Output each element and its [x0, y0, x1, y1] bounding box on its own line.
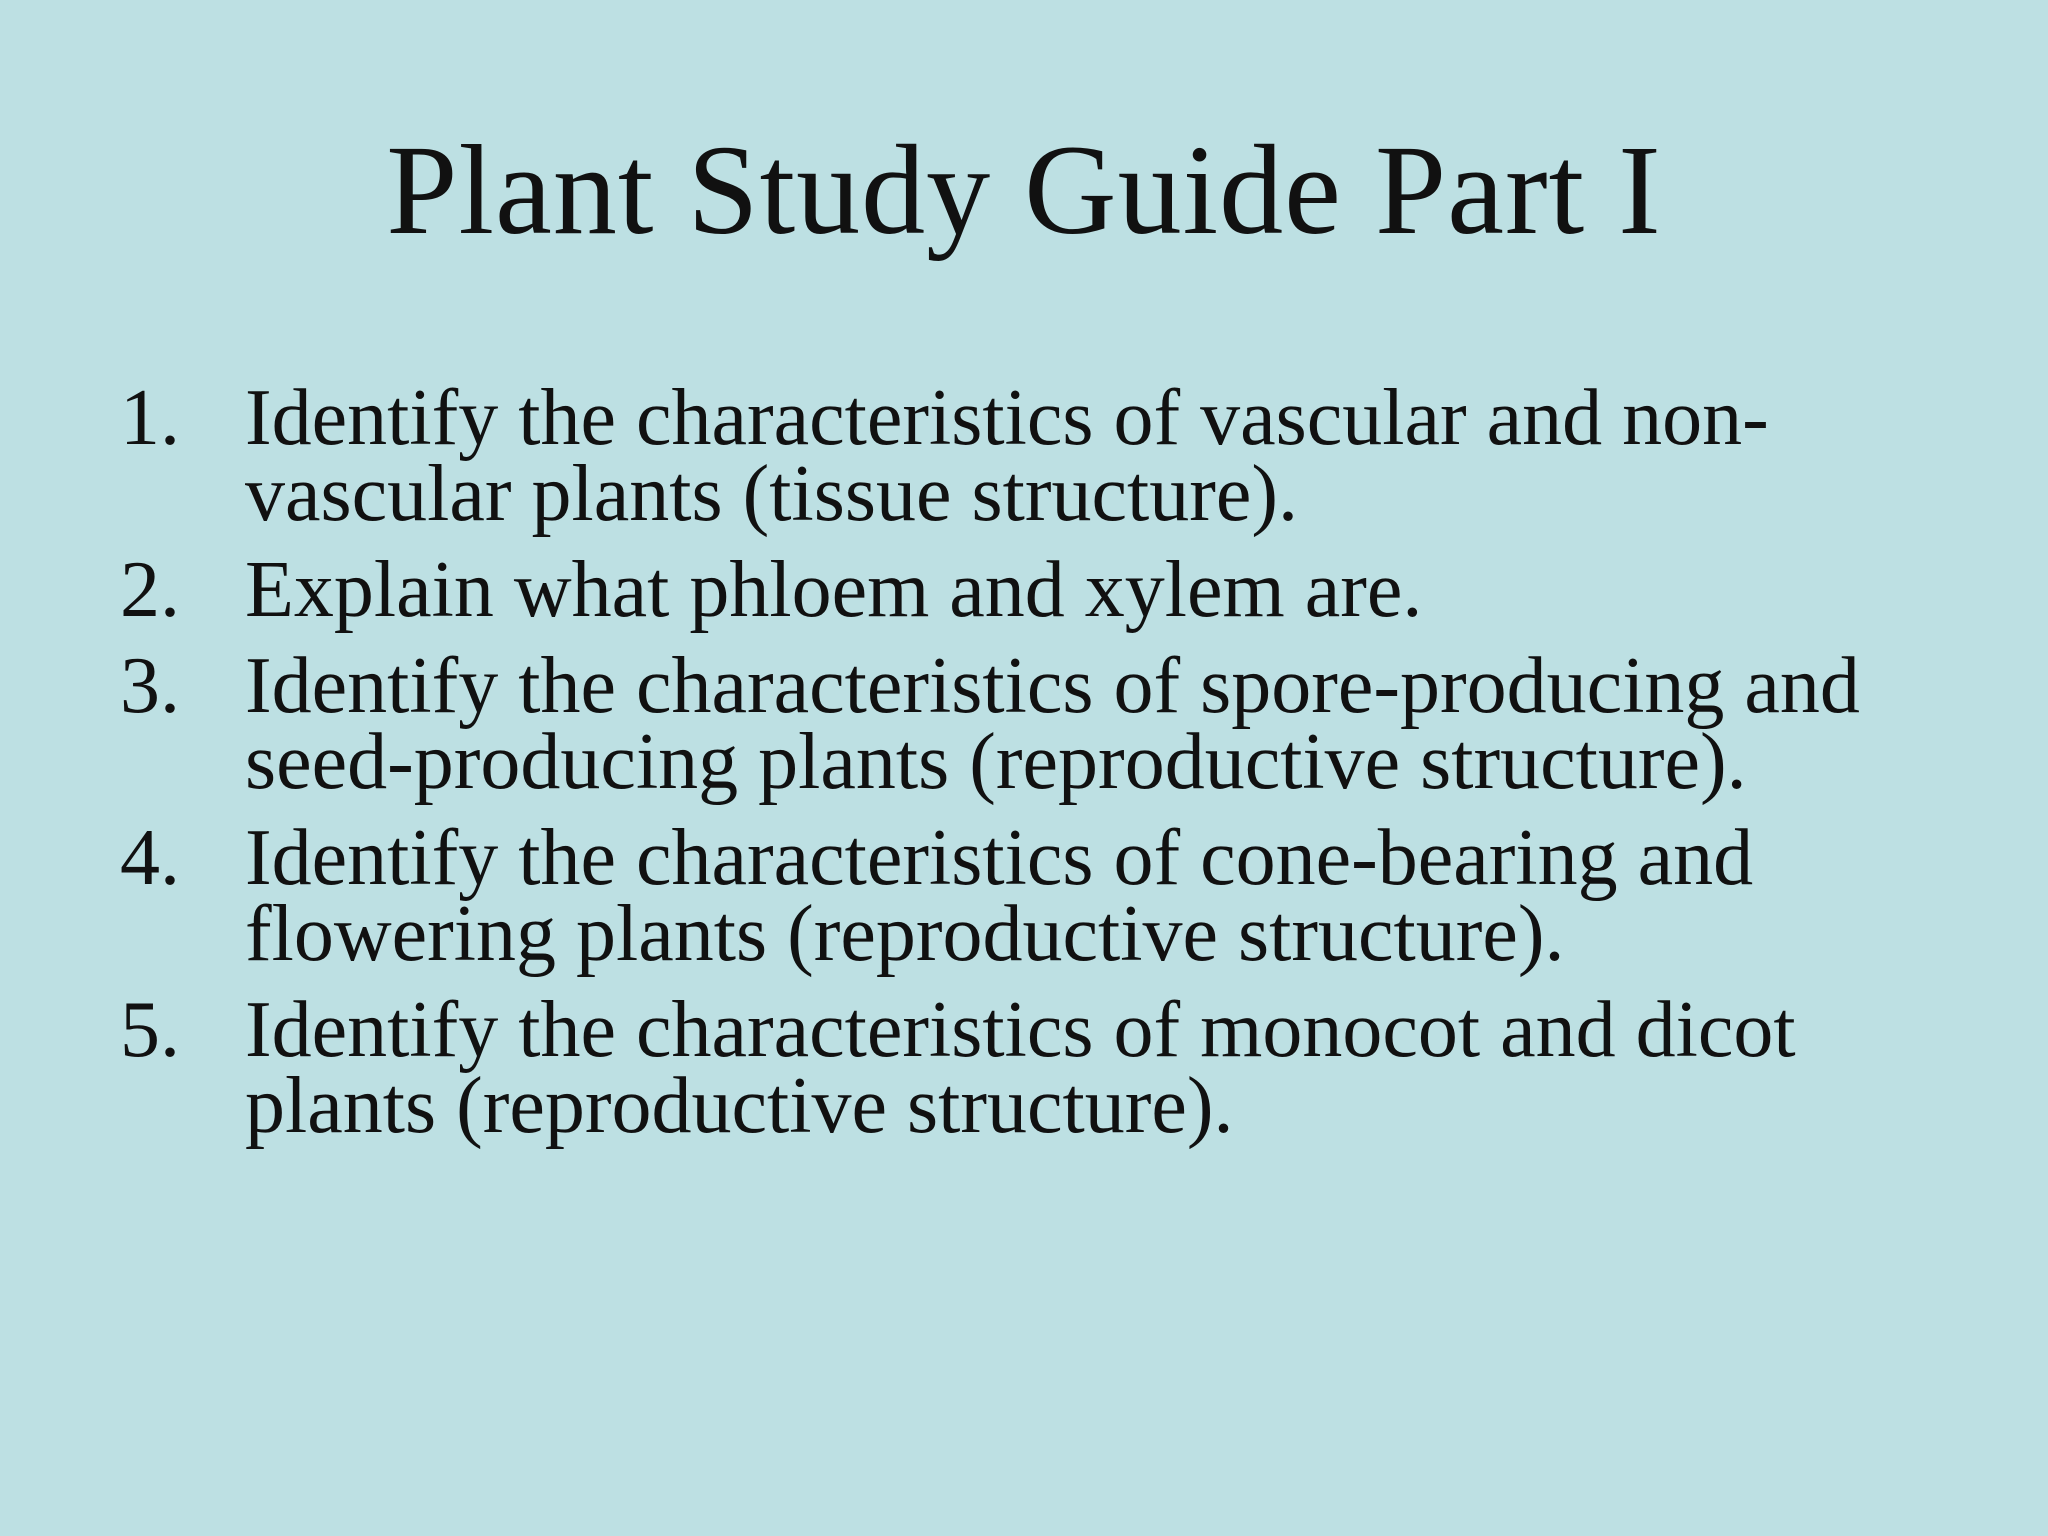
slide-title: Plant Study Guide Part I — [386, 119, 1662, 261]
list-item-number: 4. — [120, 814, 180, 902]
list-item-text: Identify the characteristics of monocot and dicot plants (reproductive structure). — [245, 986, 1796, 1150]
list-item-text: Identify the characteristics of vascular and non-vascular plants (tissue structure). — [245, 374, 1769, 538]
list-item-number: 5. — [120, 986, 180, 1074]
list-item — [120, 546, 1940, 634]
list-item-number: 2. — [120, 546, 180, 634]
list-item — [120, 374, 1940, 538]
list-item-text: Identify the characteristics of cone-bearing and flowering plants (reproductive structure). — [245, 814, 1754, 978]
list-item — [120, 986, 1940, 1150]
list-item-number: 3. — [120, 642, 180, 730]
study-guide-list — [120, 374, 1940, 1164]
list-item — [120, 814, 1940, 978]
list-item — [120, 642, 1940, 806]
list-item-text: Identify the characteristics of spore-producing and seed-producing plants (reproductive structure). — [245, 642, 1860, 806]
list-item-number: 1. — [120, 374, 180, 462]
list-item-text: Explain what phloem and xylem are. — [245, 546, 1423, 634]
